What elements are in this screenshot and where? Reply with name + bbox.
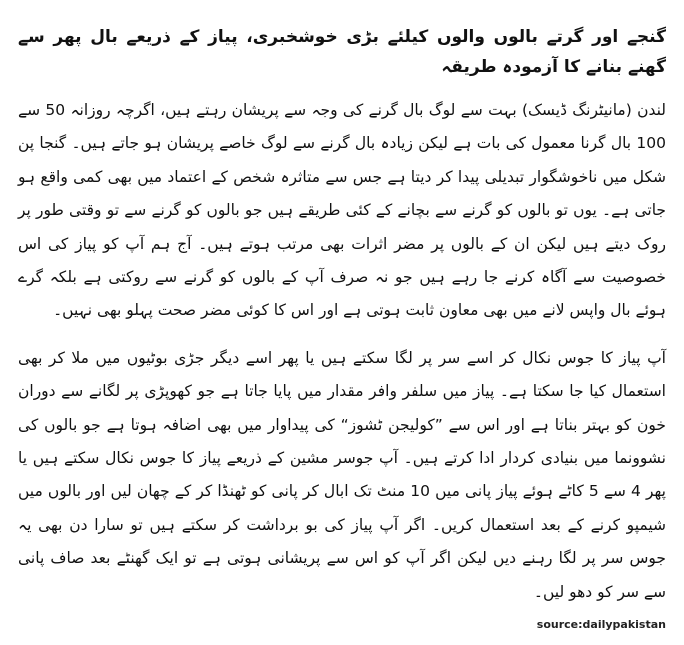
article-headline: گنجے اور گرتے بالوں والوں کیلئے بڑی خوشخبری، پیاز کے ذریعے بال پھر سے گھنے بنانے کا آزمودہ طریقہ <box>18 27 666 77</box>
source-credit: source:dailypakistan <box>536 618 666 631</box>
article-paragraph-2: آپ پیاز کا جوس نکال کر اسے سر پر لگا سکتے ہیں یا پھر اسے دیگر جڑی بوٹیوں میں ملا کر بھی استعمال کیا جا سکتا ہے۔ پیاز میں سلفر وافر مقدار میں پایا جاتا ہے جو کھوپڑی پر لگانے سے دوران خون کو بہتر بناتا ہے اور اس سے ”کولیجن ٹشوز“ کی پیداوار میں بھی اضافہ ہوتا ہے جو بالوں کی نشوونما میں بنیادی کردار ادا کرتے ہیں۔ آپ جوسر مشین کے ذریعے پیاز کا جوس نکال سکتے ہیں یا پھر 4 سے 5 کاٹے ہوئے پیاز پانی میں 10 منٹ تک ابال کر پانی کو ٹھنڈا کر کے چھان لیں اور بالوں میں شیمپو کرنے کے بعد استعمال کریں۔ اگر آپ پیاز کی بو برداشت کر سکتے ہیں تو سارا دن بھی یہ جوس سر پر لگا رہنے دیں لیکن اگر آپ کو اس سے پریشانی ہوتی ہے تو ایک گھنٹے بعد صاف پانی سے سر کو دھو لیں۔ <box>18 348 666 601</box>
article <box>18 22 666 623</box>
article-paragraph-1: لندن (مانیٹرنگ ڈیسک) بہت سے لوگ بال گرنے کی وجہ سے پریشان رہتے ہیں، اگرچہ روزانہ 50 سے 100 بال گرنا معمول کی بات ہے لیکن زیادہ بال گرنے سے لوگ خاصے پریشان ہو جاتے ہیں۔ گنجا پن شکل میں ناخوشگوار تبدیلی پیدا کر دیتا ہے جس سے متاثرہ شخص کے اعتماد میں بھی کمی واقع ہو جاتی ہے۔ یوں تو بالوں کو گرنے سے بچانے کے کئی طریقے ہیں جو بالوں کو گرنے سے تو وقتی طور پر روک دیتے ہیں لیکن ان کے بالوں پر مضر اثرات بھی مرتب ہوتے ہیں۔ آج ہم آپ کو پیاز کی اس خصوصیت سے آگاہ کرنے جا رہے ہیں جو نہ صرف آپ کے بالوں کو گرنے سے روکتی ہے بلکہ گرے ہوئے بال واپس لانے میں بھی معاون ثابت ہوتی ہے اور اس کا کوئی مضر صحت پہلو بھی نہیں۔ <box>18 101 666 320</box>
